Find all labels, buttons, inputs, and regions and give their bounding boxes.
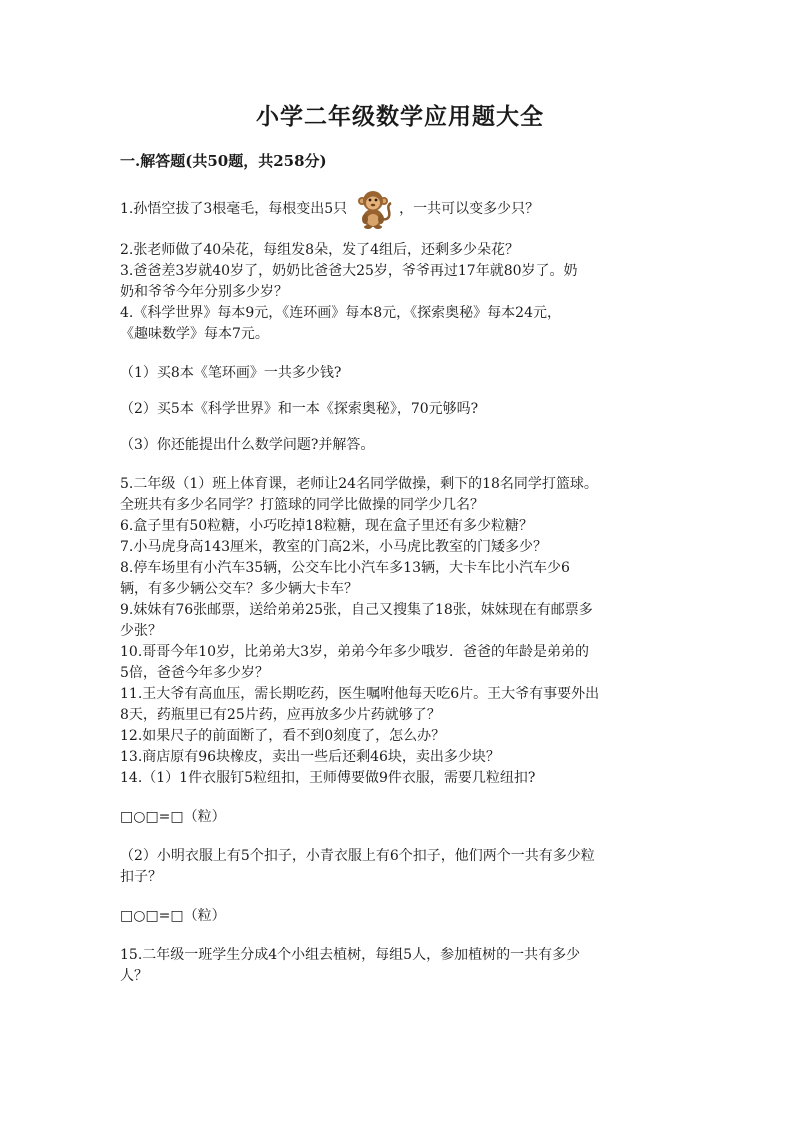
page-title: 小学二年级数学应用题大全 bbox=[256, 103, 544, 130]
question-8-cont: 辆，有多少辆公交车？多少辆大卡车？ bbox=[120, 581, 358, 597]
answer-template-1: □○□=□（粒） bbox=[120, 809, 226, 825]
question-4-part-3: （3）你还能提出什么数学问题?并解答。 bbox=[120, 437, 375, 453]
question-9: 9.妹妹有76张邮票，送给弟弟25张，自己又搜集了18张，妹妹现在有邮票多 bbox=[120, 602, 593, 618]
question-7: 7.小马虎身高143厘米，教室的门高2米，小马虎比教室的门矮多少？ bbox=[120, 539, 547, 555]
question-4-part-1: （1）买8本《笔环画》一共多少钱? bbox=[120, 365, 342, 381]
question-11: 11.王大爷有高血压，需长期吃药，医生嘱咐他每天吃6片。王大爷有事要外出 bbox=[120, 686, 600, 702]
question-14-part-2: （2）小明衣服上有5个扣子，小青衣服上有6个扣子，他们两个一共有多少粒 bbox=[120, 848, 595, 864]
question-6: 6.盒子里有50粒糖，小巧吃掉18粒糖，现在盒子里还有多少粒糖？ bbox=[120, 518, 533, 534]
question-1-text-after: ，一共可以变多少只？ bbox=[399, 201, 540, 217]
question-13: 13.商店原有96块橡皮，卖出一些后还剩46块，卖出多少块？ bbox=[120, 749, 500, 765]
question-11-cont: 8天，药瓶里已有25片药，应再放多少片药就够了？ bbox=[120, 707, 441, 723]
question-1 bbox=[120, 189, 539, 229]
answer-template-2: □○□=□（粒） bbox=[120, 908, 226, 924]
question-10: 10.哥哥今年10岁，比弟弟大3岁，弟弟今年多少哦岁．爸爸的年龄是弟弟的 bbox=[120, 644, 589, 660]
monkey-icon bbox=[351, 189, 395, 229]
section-heading: 一.解答题(共50题，共258分) bbox=[120, 152, 327, 170]
questions-list bbox=[120, 240, 680, 987]
question-9-cont: 少张？ bbox=[120, 623, 162, 639]
question-3: 3.爸爸差3岁就40岁了，奶奶比爸爸大25岁，爷爷再过17年就80岁了。奶 bbox=[120, 263, 578, 279]
question-12: 12.如果尺子的前面断了，看不到0刻度了，怎么办？ bbox=[120, 728, 446, 744]
question-1-text-before: 1.孙悟空拔了3根毫毛，每根变出5只 bbox=[120, 201, 348, 217]
question-4-cont: 《趣味数学》每本7元。 bbox=[120, 326, 269, 342]
question-5: 5.二年级（1）班上体育课，老师让24名同学做操，剩下的18名同学打篮球。 bbox=[120, 476, 598, 492]
question-8: 8.停车场里有小汽车35辆，公交车比小汽车多13辆，大卡车比小汽车少6 bbox=[120, 560, 570, 576]
question-5-cont: 全班共有多少名同学？打篮球的同学比做操的同学少几名？ bbox=[120, 497, 484, 513]
question-2: 2.张老师做了40朵花，每组发8朵，发了4组后，还剩多少朵花？ bbox=[120, 242, 519, 258]
question-3-cont: 奶和爷爷今年分别多少岁？ bbox=[120, 284, 288, 300]
question-10-cont: 5倍，爸爸今年多少岁？ bbox=[120, 665, 269, 681]
question-4-part-2: （2）买5本《科学世界》和一本《探索奥秘》，70元够吗? bbox=[120, 401, 479, 417]
question-15: 15.二年级一班学生分成4个小组去植树，每组5人，参加植树的一共有多少 bbox=[120, 947, 581, 963]
question-14-part-1: 14.（1）1件衣服钉5粒纽扣，王师傅要做9件衣服，需要几粒纽扣? bbox=[120, 770, 536, 786]
question-15-cont: 人？ bbox=[120, 968, 148, 984]
question-4: 4.《科学世界》每本9元，《连环画》每本8元，《探索奥秘》每本24元， bbox=[120, 305, 561, 321]
question-14-part-2-cont: 扣子？ bbox=[120, 869, 162, 885]
